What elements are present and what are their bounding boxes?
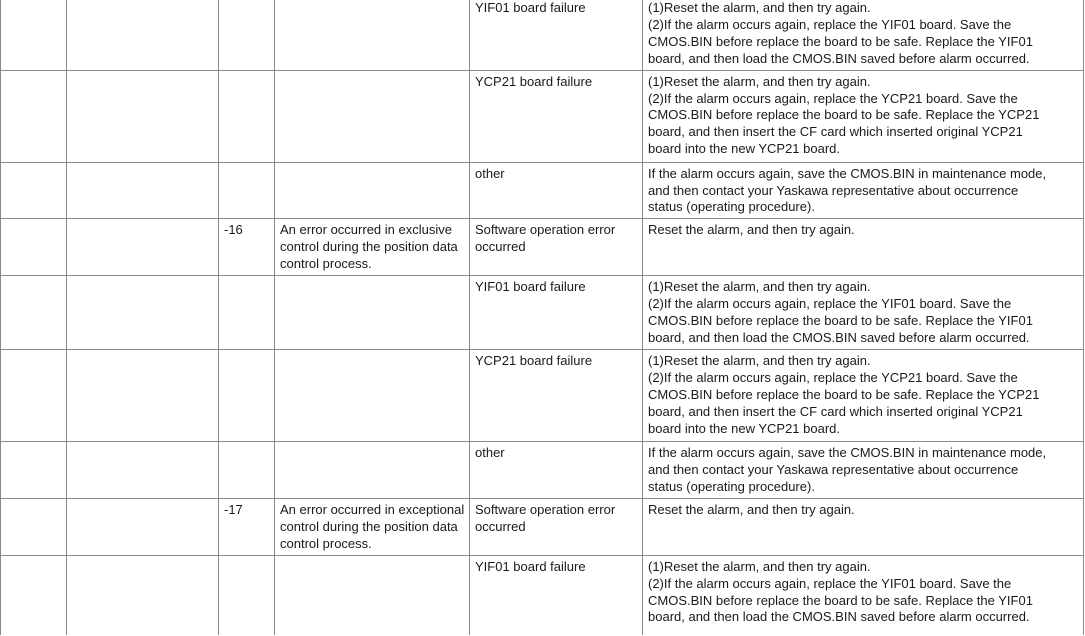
table-row: [1, 498, 1084, 555]
sub-code-cell: -16: [219, 219, 275, 276]
alarm-name-cell: [67, 498, 219, 555]
sub-code-cell: [219, 0, 275, 70]
alarm-number-cell: [1, 441, 67, 498]
remedy-line: and then contact your Yaskawa representative about occurrence: [648, 461, 1019, 477]
table-row: [1, 349, 1084, 441]
remedy-line: status (operating procedure).: [648, 199, 815, 215]
cause-cell: other: [470, 162, 643, 219]
alarm-number-cell: [1, 555, 67, 635]
remedy-line: CMOS.BIN before replace the board to be safe. Replace the YIF01: [648, 592, 1033, 608]
remedy-cell: [643, 349, 1084, 441]
alarm-number-cell: [1, 162, 67, 219]
remedy-line: board, and then load the CMOS.BIN saved before alarm occurred.: [648, 50, 1030, 66]
remedy-cell: [643, 441, 1084, 498]
sub-code-cell: [219, 276, 275, 350]
alarm-name-cell: [67, 219, 219, 276]
remedy-cell: [643, 162, 1084, 219]
remedy-line: status (operating procedure).: [648, 478, 815, 494]
remedy-line: (1)Reset the alarm, and then try again.: [648, 558, 871, 574]
description-cell: [275, 441, 470, 498]
alarm-number-cell: [1, 498, 67, 555]
remedy-line: board, and then load the CMOS.BIN saved before alarm occurred.: [648, 609, 1030, 625]
remedy-line: Reset the alarm, and then try again.: [648, 501, 855, 517]
remedy-cell: [643, 219, 1084, 276]
remedy-cell: [643, 498, 1084, 555]
cause-cell: YIF01 board failure: [470, 0, 643, 70]
alarm-name-cell: [67, 0, 219, 70]
alarm-name-cell: [67, 276, 219, 350]
remedy-line: board, and then insert the CF card which inserted original YCP21: [648, 403, 1023, 419]
remedy-line: (2)If the alarm occurs again, replace the YIF01 board. Save the: [648, 575, 1012, 591]
cause-cell: YCP21 board failure: [470, 349, 643, 441]
remedy-line: CMOS.BIN before replace the board to be safe. Replace the YCP21: [648, 107, 1040, 123]
remedy-line: CMOS.BIN before replace the board to be safe. Replace the YCP21: [648, 386, 1040, 402]
table-row: [1, 70, 1084, 162]
table-row: [1, 162, 1084, 219]
remedy-line: (1)Reset the alarm, and then try again.: [648, 73, 871, 89]
alarm-number-cell: [1, 70, 67, 162]
description-cell: An error occurred in exceptional control during the position data control process.: [275, 498, 470, 555]
remedy-line: If the alarm occurs again, save the CMOS.BIN in maintenance mode,: [648, 165, 1047, 181]
table-row: [1, 0, 1084, 70]
table-row: [1, 219, 1084, 276]
remedy-line: board, and then load the CMOS.BIN saved before alarm occurred.: [648, 330, 1030, 346]
remedy-line: (2)If the alarm occurs again, replace the YIF01 board. Save the: [648, 16, 1012, 32]
remedy-line: CMOS.BIN before replace the board to be safe. Replace the YIF01: [648, 33, 1033, 49]
remedy-cell: [643, 276, 1084, 350]
cause-cell: Software operation error occurred: [470, 219, 643, 276]
description-cell: [275, 555, 470, 635]
cause-cell: YCP21 board failure: [470, 70, 643, 162]
description-cell: [275, 162, 470, 219]
remedy-cell: [643, 555, 1084, 635]
alarm-number-cell: [1, 219, 67, 276]
description-cell: [275, 0, 470, 70]
remedy-line: If the alarm occurs again, save the CMOS.BIN in maintenance mode,: [648, 444, 1047, 460]
remedy-line: (1)Reset the alarm, and then try again.: [648, 279, 871, 295]
sub-code-cell: [219, 441, 275, 498]
alarm-name-cell: [67, 162, 219, 219]
remedy-line: board into the new YCP21 board.: [648, 141, 841, 157]
sub-code-cell: -17: [219, 498, 275, 555]
alarm-name-cell: [67, 70, 219, 162]
remedy-line: (2)If the alarm occurs again, replace the YIF01 board. Save the: [648, 296, 1012, 312]
remedy-line: (1)Reset the alarm, and then try again.: [648, 352, 871, 368]
sub-code-cell: [219, 349, 275, 441]
alarm-name-cell: [67, 349, 219, 441]
remedy-line: (1)Reset the alarm, and then try again.: [648, 0, 871, 15]
table-row: [1, 555, 1084, 635]
cause-cell: YIF01 board failure: [470, 555, 643, 635]
remedy-cell: [643, 70, 1084, 162]
description-cell: An error occurred in exclusive control during the position data control process.: [275, 219, 470, 276]
sub-code-cell: [219, 555, 275, 635]
alarm-number-cell: [1, 349, 67, 441]
remedy-line: (2)If the alarm occurs again, replace the YCP21 board. Save the: [648, 369, 1018, 385]
alarm-number-cell: [1, 276, 67, 350]
remedy-line: Reset the alarm, and then try again.: [648, 222, 855, 238]
remedy-line: board, and then insert the CF card which inserted original YCP21: [648, 124, 1023, 140]
alarm-table-body: [1, 0, 1084, 635]
cause-cell: other: [470, 441, 643, 498]
sub-code-cell: [219, 70, 275, 162]
cause-cell: YIF01 board failure: [470, 276, 643, 350]
alarm-name-cell: [67, 441, 219, 498]
remedy-cell: [643, 0, 1084, 70]
remedy-line: (2)If the alarm occurs again, replace the YCP21 board. Save the: [648, 90, 1018, 106]
remedy-line: board into the new YCP21 board.: [648, 420, 841, 436]
description-cell: [275, 276, 470, 350]
description-cell: [275, 70, 470, 162]
alarm-name-cell: [67, 555, 219, 635]
cause-cell: Software operation error occurred: [470, 498, 643, 555]
table-row: [1, 441, 1084, 498]
table-row: [1, 276, 1084, 350]
sub-code-cell: [219, 162, 275, 219]
remedy-line: CMOS.BIN before replace the board to be safe. Replace the YIF01: [648, 313, 1033, 329]
alarm-number-cell: [1, 0, 67, 70]
description-cell: [275, 349, 470, 441]
remedy-line: and then contact your Yaskawa representative about occurrence: [648, 182, 1019, 198]
